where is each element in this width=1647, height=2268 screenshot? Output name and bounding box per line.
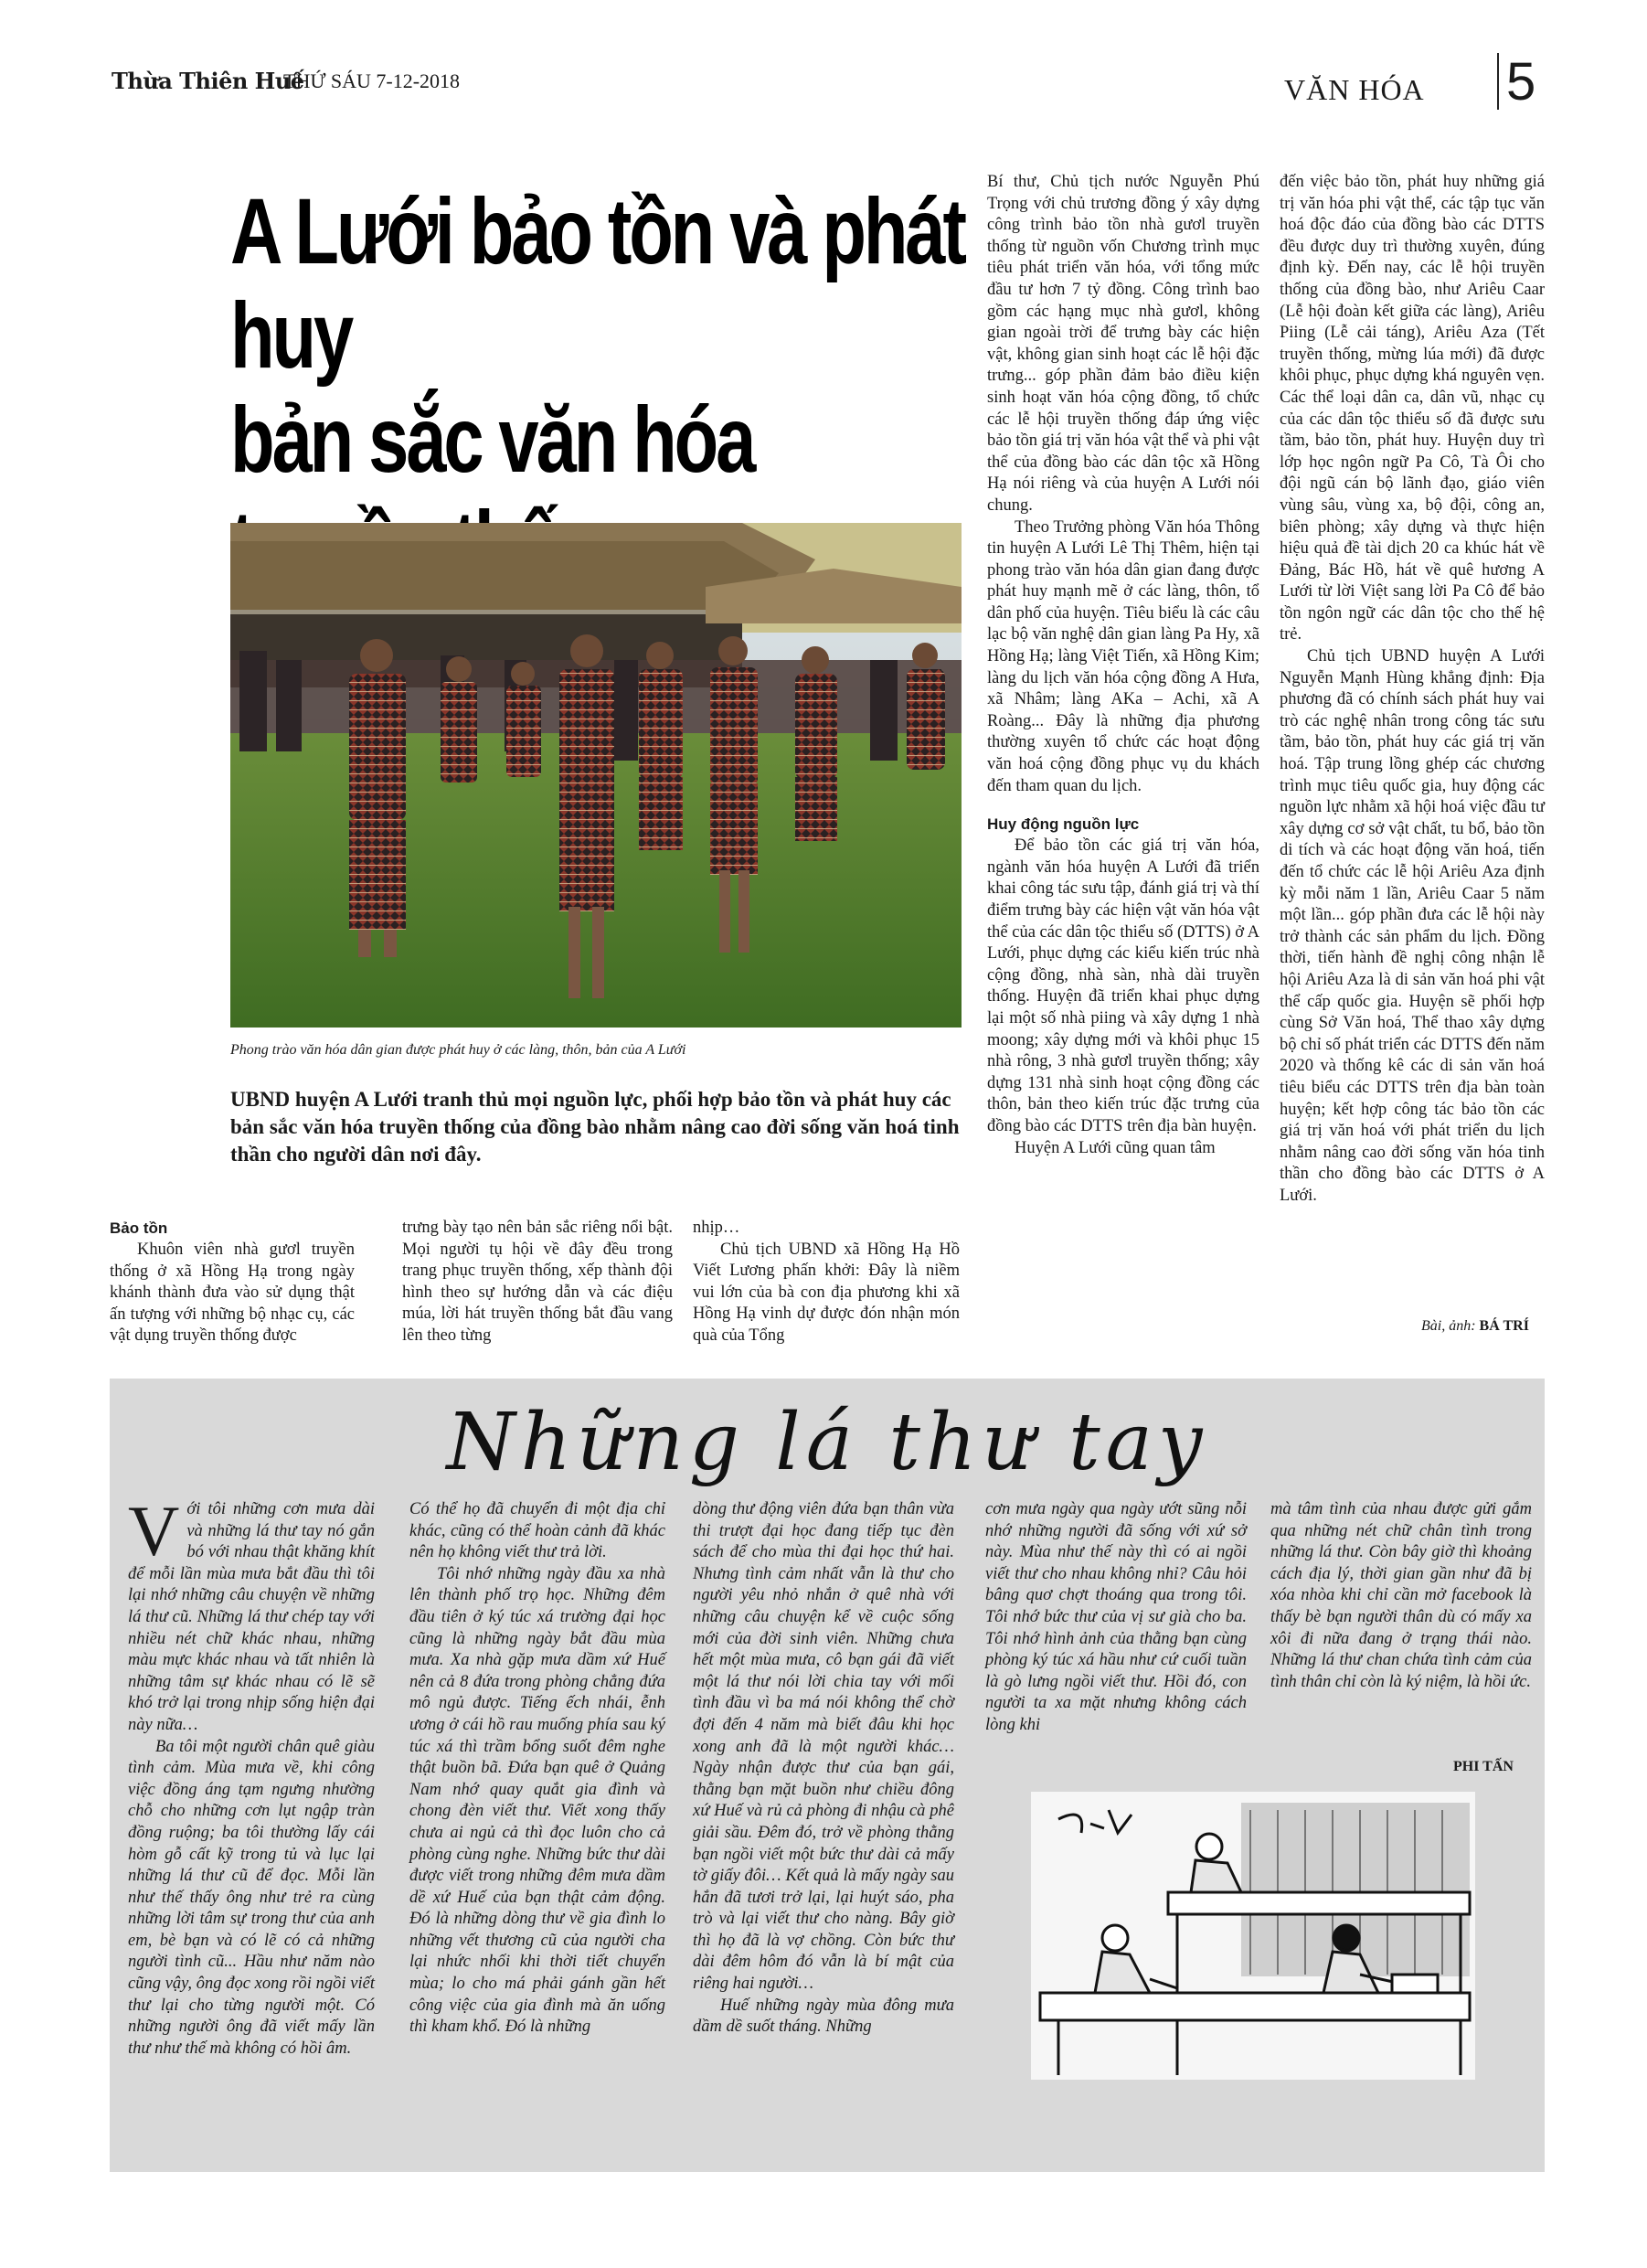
article-lead: UBND huyện A Lưới tranh thủ mọi nguồn lực, phối hợp bảo tồn và phát huy các bản sắc văn hóa truyền thống của đồng bào nhằm nâng cao đời sống văn hoá tinh thần cho người dân nơi đây.: [230, 1088, 960, 1166]
article-column-5: [1280, 172, 1545, 1208]
issue-date: THỨ SÁU 7-12-2018: [283, 69, 461, 92]
paragraph: Bí thư, Chủ tịch nước Nguyễn Phú Trọng với chủ trương đồng ý xây dựng công trình bảo tồn nhà gươl truyền thống từ nguồn vốn Chương trình mục tiêu phát triển văn hóa, với tổng mức đầu tư hơn 7 tỷ đồng. Công trình bao gồm các hạng mục nhà gươl, không gian ngoài trời để trưng bày các hiện vật, không gian sinh hoạt các lễ hội đặc trưng... góp phần đảm bảo điều kiện sinh hoạt văn hóa cộng đồng, tổ chức các lễ hội truyền thống đáp ứng việc bảo tồn giá trị văn hóa vật thể và phi vật thể của đồng bào các dân tộc xã Hồng Hạ nói riêng và của huyện A Lưới nói chung.: [987, 173, 1259, 515]
subhead-bao-ton: Bảo tồn: [110, 1219, 168, 1237]
paragraph: đến việc bảo tồn, phát huy những giá trị văn hóa phi vật thể, các tập tục văn hoá độc đáo của đồng bào các DTTS đều được duy trì thường xuyên, đúng định kỳ. Đến nay, các lễ hội truyền thống của đồng bào, như Ariêu Caar (Lễ hội đoàn kết giữa các làng), Ariêu Piing (Lễ cải táng), Ariêu Aza (Tết truyền thống, mừng lúa mới) đã được khôi phục, phục dựng khá nguyên vẹn. Các thể loại dân ca, dân vũ, nhạc cụ của các dân tộc thiểu số đã được sưu tầm, bảo tồn, phát huy. Huyện duy trì lớp học ngôn ngữ Pa Cô, Tà Ôi cho đội ngũ cán bộ lãnh đạo, giáo viên vùng sâu, vùng xa, bộ đội, công an, biên phòng; xây dựng và thực hiện hiệu quả đề tài dịch 20 ca khúc hát về Đảng, Bác Hồ, hát về quê hương A Lưới từ lời Việt sang lời Pa Cô để bảo tồn ngôn ngữ các dân tộc cho thế hệ trẻ.: [1280, 173, 1545, 644]
paragraph: Ba tôi một người chân quê giàu tình cảm. Mùa mưa về, khi công việc đồng áng tạm ngưng nhường chỗ cho những cơn lụt ngập tràn đồng ruộng; ba tôi thường lấy cái hòm gỗ cất kỹ trong tủ và lục lại những lá thư cũ để đọc. Mỗi lần như thế thấy ông như trẻ ra cùng những lời tâm sự trong thư của anh em, bè bạn và có lẽ có cả những người tình cũ... Hầu như năm nào cũng vậy, ông đọc xong rồi ngồi viết thư lại cho từng người một. Có những người ông đã viết mấy lần thư như thế mà không có hồi âm.: [128, 1737, 375, 2058]
paragraph: Khuôn viên nhà gươl truyền thống ở xã Hồng Hạ trong ngày khánh thành đưa vào sử dụng thật ấn tượng với những bộ nhạc cụ, các vật dụng truyền thống được: [110, 1240, 355, 1346]
photo-caption: Phong trào văn hóa dân gian được phát huy ở các làng, thôn, bản của A Lưới: [230, 1042, 686, 1058]
paragraph: mà tâm tình của nhau được gửi gắm qua những nét chữ chân tình trong những lá thư. Còn bây giờ thì khoảng cách địa lý, thời gian gần như đã bị xóa nhòa khi chỉ cần mở facebook là thấy bè bạn người thân dù có mấy xa xôi đi nữa đang ở trạng thái nào. Những lá thư chan chứa tình cảm của tình thân chỉ còn là ký niệm, là hồi ức.: [1270, 1500, 1532, 1691]
paragraph: Chủ tịch UBND huyện A Lưới Nguyễn Mạnh Hùng khẳng định: Địa phương đã có chính sách phát huy vai trò các nghệ nhân trong công tác sưu tầm, bảo tồn, phát huy các giá trị văn hoá. Tập trung lồng ghép các chương trình mục tiêu quốc gia, huy động các nguồn lực nhằm xã hội hoá việc đầu tư xây dựng cơ sở vật chất, tu bổ, bảo tồn di tích và các hoạt động văn hoá, tiến đến tổ chức các lễ hội Ariêu Aza định kỳ mỗi năm 1 lần, Ariêu Caar 5 năm một lần... góp phần đưa các lễ hội này trở thành các sản phẩm du lịch. Đồng thời, tiến hành đề nghị công nhận lễ hội Ariêu Aza là di sản văn hoá phi vật thể cấp quốc gia. Huyện sẽ phối hợp cùng Sở Văn hoá, Thể thao xây dựng bộ chỉ số phát triển các DTTS đến năm 2020 và thống kê các di sản văn hoá tiêu biểu các DTTS trên địa bàn toàn huyện; kết hợp công tác bảo tồn các giá trị văn hoá với phát triển du lịch nhằm nâng cao đời sống văn hóa tinh thần cho đồng bào các DTTS ở A Lưới.: [1280, 647, 1545, 1205]
feature-column-5: [1270, 1499, 1532, 1693]
paragraph: Chủ tịch UBND xã Hồng Hạ Hồ Viết Lương phấn khởi: Đây là niềm vui lớn của bà con địa phương khi xã Hồng Hạ vinh dự được đón nhận món quà của Tổng: [693, 1240, 960, 1345]
headline-line-2: bản sắc văn hóa: [230, 388, 754, 492]
paragraph: Có thể họ đã chuyển đi một địa chỉ khác, cũng có thể hoàn cảnh đã khác nên họ không viết thư trả lời.: [409, 1500, 665, 1562]
paragraph: Huế những ngày mùa đông mưa dầm dề suốt tháng. Những: [693, 1996, 954, 2037]
paragraph: Theo Trưởng phòng Văn hóa Thông tin huyện A Lưới Lê Thị Thêm, hiện tại phong trào văn hóa dân gian đang được phát huy mạnh mẽ ở các làng, thôn, tổ dân phố của huyện. Tiêu biểu là các câu lạc bộ văn nghệ dân gian làng Pa Hy, xã Hồng Hạ; làng Việt Tiến, xã Hồng Kim; làng du lịch văn hóa cộng đồng A Hưa, xã Nhâm; làng AKa – Achi, xã A Roàng... Đây là những địa phương thường xuyên tổ chức các hoạt động văn hoá cộng đồng phục vụ du khách đến tham quan du lịch.: [987, 517, 1259, 795]
article-column-3: [693, 1218, 960, 1347]
article-photo: [230, 523, 962, 1028]
article-byline: [1421, 1318, 1529, 1335]
paragraph: trưng bày tạo nên bản sắc riêng nổi bật. Mọi người tụ hội về đây đều trong trang phục truyền thống, xếp thành đội hình theo sự hướng dẫn và các điệu múa, lời hát truyền thống bắt đầu vang lên theo từng: [402, 1219, 673, 1345]
newspaper-name: Thừa Thiên Huế: [112, 68, 304, 94]
byline-author: BÁ TRÍ: [1479, 1318, 1529, 1334]
paragraph: nhịp…: [693, 1219, 740, 1237]
paragraph-text: ới tôi những cơn mưa dài và những lá thư tay nó gắn bó với nhau thật khăng khít để mỗi lần mùa mưa bắt đầu thì tôi lại nhớ những câu chuyện về những lá thư cũ. Những lá thư chép tay với nhiều nét chữ khác nhau, những màu mực khác nhau và tất nhiên là những tâm sự khác nhau có lẽ sẽ khó trở lại trong nhịp sống hiện đại này nữa…: [128, 1500, 375, 1734]
paragraph: [128, 1491, 375, 1737]
paragraph: cơn mưa ngày qua ngày ướt sũng nỗi nhớ những người đã sống với xứ sở này. Mùa như thế này thì có ai ngồi viết thư cho nhau không nhỉ? Câu hỏi bâng quơ chợt thoáng qua trong tôi. Tôi nhớ bức thư của vị sư già cho ba. Tôi nhớ hình ảnh của thằng bạn cùng phòng ký túc xá hầu như cứ cuối tuần là gò lưng ngồi viết thư. Hồi đó, con người ta xa mặt nhưng không cách lòng khi: [985, 1500, 1247, 1734]
festival-photo-graphic: [230, 523, 962, 1028]
page-number: 5: [1506, 52, 1536, 112]
section-name: VĂN HÓA: [1284, 73, 1425, 106]
article-column-2: [402, 1218, 673, 1347]
headline-line-1: A Lưới bảo tồn và phát huy: [230, 179, 964, 388]
paragraph: Huyện A Lưới cũng quan tâm: [1015, 1138, 1216, 1157]
feature-column-2: [409, 1499, 665, 2039]
paragraph: dòng thư động viên đứa bạn thân vừa thi trượt đại học đang tiếp tục đèn sách để cho mùa thi đại học thứ hai. Nhưng tình cảm nhất vẫn là thư cho người yêu nhỏ nhắn ở quê nhà với những câu chuyện kể về cuộc sống mới của đời sinh viên. Những chưa hết một mùa mưa, cô bạn gái đã viết một lá thư nói lời chia tay với mối tình đầu vì ba má nói không thể chờ đợi đến 4 năm mà biết đâu khi học xong anh đã là một người khác… Ngày nhận được thư của bạn gái, thằng bạn mặt buồn như chiều đông xứ Huế và rủ cả phòng đi nhậu cà phê giải sầu. Đêm đó, trở về phòng thằng bạn ngồi viết một bức thư dài cả mấy tờ giấy đôi… Kết quả là mấy ngày sau hắn đã tươi trở lại, lại huýt sáo, pha trò và lại viết thư cho nàng. Bây giờ thì họ đã là vợ chồng. Còn bức thư dài đêm hôm đó vẫn là bí mật của riêng hai người…: [693, 1500, 954, 1994]
feature-title: Những lá thư tay: [446, 1397, 1208, 1488]
subhead-huy-dong: Huy động nguồn lực: [987, 815, 1140, 834]
drop-cap: V: [128, 1491, 180, 1571]
paragraph: Để bảo tồn các giá trị văn hóa, ngành văn hóa huyện A Lưới đã triển khai công tác sưu tập, đánh giá trị và thí điểm trưng bày các hiện vật văn hóa vật thể của các dân tộc thiểu số (DTTS) ở A Lưới, phục dựng các kiểu kiến trúc nhà cộng đồng, nhà sàn, nhà dài truyền thống. Huyện đã triển khai phục dựng lại một số nhà piing và xây dựng 1 nhà moong; xây dựng mới và khôi phục 15 nhà rông, 3 nhà gươl truyền thống; xây dựng 131 nhà sinh hoạt cộng đồng các thôn, bản theo kiến trúc đặc trưng của đồng bào các DTTS trên địa bàn huyện.: [987, 836, 1259, 1135]
article-column-4: [987, 172, 1259, 1159]
illustration-graphic: [1031, 1792, 1475, 2080]
feature-column-3: [693, 1499, 954, 2039]
article-column-1: [110, 1218, 355, 1347]
illustration: [1031, 1792, 1475, 2080]
header-divider: [1497, 53, 1499, 110]
feature-signature: PHI TẤN: [1453, 1759, 1514, 1774]
feature-column-4: [985, 1499, 1247, 1737]
paragraph: Tôi nhớ những ngày đầu xa nhà lên thành phố trọ học. Những đêm đầu tiên ở ký túc xá trường đại học cũng là những ngày bắt đầu mùa mưa. Xa nhà gặp mưa dầm xứ Huế nên cả 8 đứa trong phòng chẳng đứa mô ngủ được. Tiếng ếch nhái, ễnh ương ở cái hồ rau muống phía sau ký túc xá thì trầm bổng suốt đêm nghe thật buồn bã. Đứa bạn quê ở Quảng Nam nhớ quay quắt gia đình và chong đèn viết thư. Viết xong thấy chưa ai ngủ cả thì đọc luôn cho cả phòng cùng nghe. Những bức thư dài được viết trong những đêm mưa dầm dề xứ Huế của bạn thật cảm động. Đó là những dòng thư về gia đình lo những vết thương cũ của người cha lại nhức nhối khi thời tiết chuyển mùa; lo cho má phải gánh gần hết công việc của gia đình mà ăn uống thì kham khổ. Đó là những: [409, 1564, 665, 2037]
feature-column-1: [128, 1491, 375, 2060]
byline-prefix: Bài, ảnh:: [1421, 1318, 1476, 1334]
